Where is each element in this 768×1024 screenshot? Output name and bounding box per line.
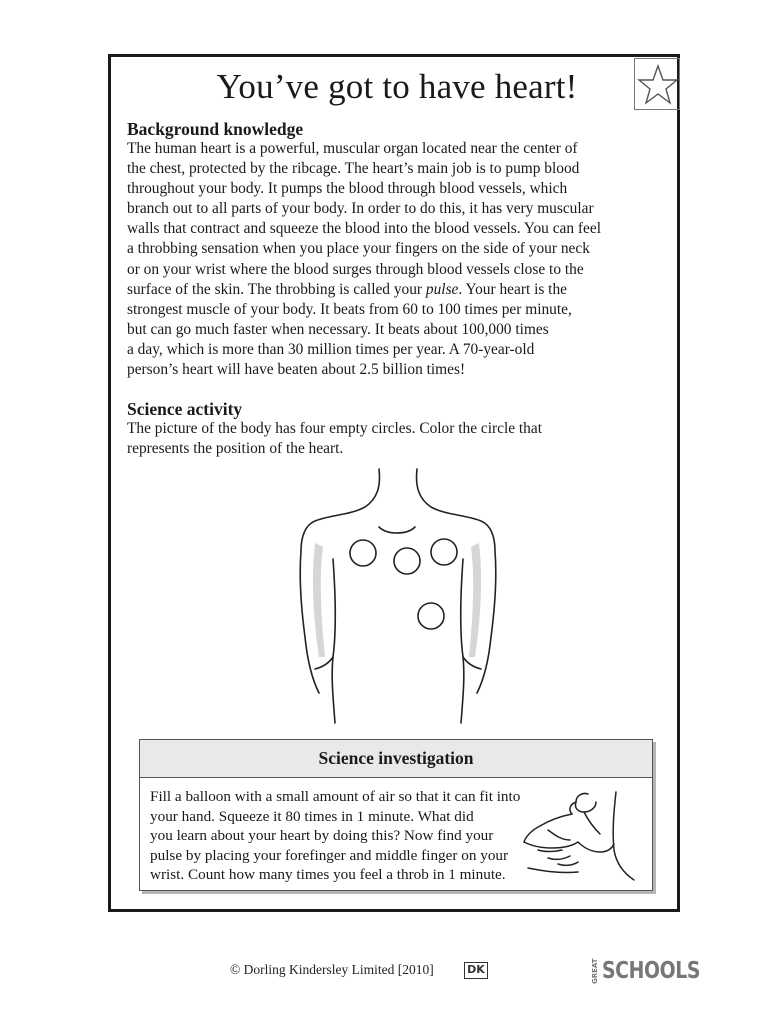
investigation-line: pulse by placing your forefinger and middle finger on your (150, 846, 509, 864)
background-line: a throbbing sensation when you place your fingers on the side of your neck (127, 240, 590, 258)
body-circle-upper-left[interactable] (350, 540, 376, 566)
logo-great-text: GREAT (591, 958, 599, 984)
background-line: walls that contract and squeeze the blood into the blood vessels. You can feel (127, 220, 601, 238)
pulse-hand-illustration (518, 790, 638, 882)
background-line: strongest muscle of your body. It beats from 60 to 100 times per minute, (127, 300, 572, 318)
background-line: the chest, protected by the ribcage. The heart’s main job is to pump blood (127, 160, 580, 178)
investigation-paragraph (150, 787, 520, 885)
body-circle-lower-right[interactable] (418, 603, 444, 629)
background-line: branch out to all parts of your body. In order to do this, it has very muscular (127, 200, 594, 218)
background-line: The human heart is a powerful, muscular organ located near the center of (127, 140, 578, 157)
background-line: a day, which is more than 30 million times per year. A 70-year-old (127, 340, 535, 358)
investigation-line: Fill a balloon with a small amount of air so that it can fit into (150, 788, 521, 805)
background-line: but can go much faster when necessary. It beats about 100,000 times (127, 320, 549, 338)
body-circle-upper-right[interactable] (431, 539, 457, 565)
investigation-heading: Science investigation (140, 740, 652, 778)
page-title: You’ve got to have heart! (216, 67, 578, 106)
line-text: surface of the skin. The throbbing is called your (127, 280, 426, 298)
investigation-line: your hand. Squeeze it 80 times in 1 minute. What did (150, 807, 474, 825)
worksheet (108, 54, 680, 912)
activity-heading: Science activity (127, 399, 243, 419)
torso-illustration (293, 467, 503, 727)
copyright-text: © Dorling Kindersley Limited [2010] (230, 962, 434, 977)
background-paragraph (127, 139, 601, 380)
dk-logo: DK (464, 962, 488, 979)
activity-paragraph (127, 419, 542, 459)
background-line: throughout your body. It pumps the blood through blood vessels, which (127, 180, 568, 198)
background-line (127, 280, 601, 300)
body-circle-center[interactable] (394, 548, 420, 574)
background-heading: Background knowledge (127, 119, 304, 139)
background-line: or on your wrist where the blood surges through blood vessels close to the (127, 260, 584, 278)
investigation-line: wrist. Count how many times you feel a throb in 1 minute. (150, 866, 506, 884)
investigation-box (139, 739, 653, 891)
activity-line: The picture of the body has four empty circles. Color the circle that (127, 420, 542, 437)
line-text: . Your heart is the (458, 280, 567, 298)
pulse-term: pulse (425, 280, 459, 298)
investigation-line: you learn about your heart by doing this? Now find your (150, 827, 494, 845)
activity-line: represents the position of the heart. (127, 440, 344, 458)
logo-schools-text: SCHOOLS (602, 958, 701, 984)
background-line: person’s heart will have beaten about 2.5 billion times! (127, 361, 466, 379)
